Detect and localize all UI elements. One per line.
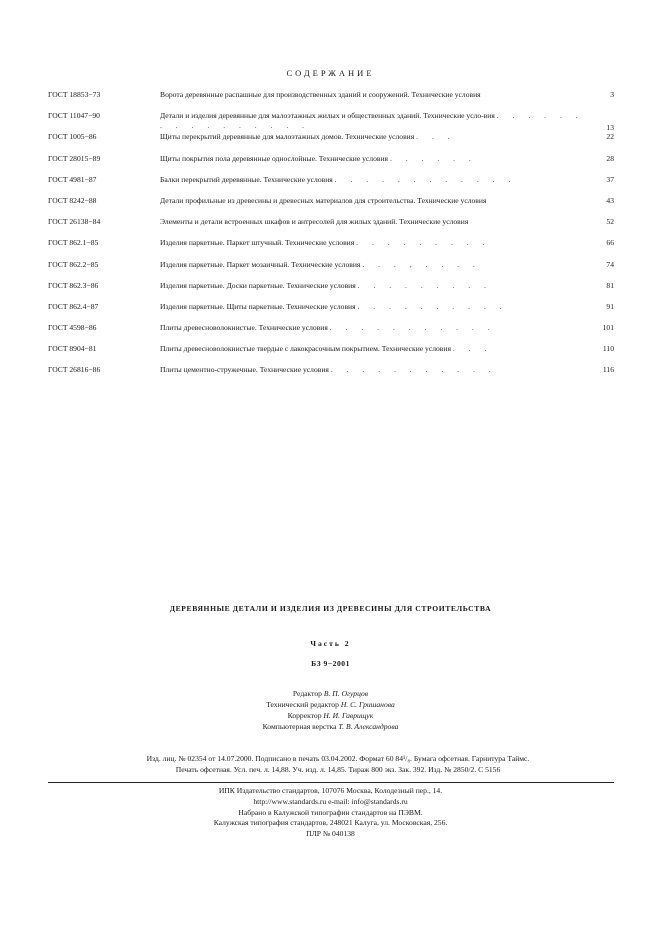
toc-entry — [48, 196, 614, 217]
page-number: 110 — [602, 344, 614, 354]
publisher-line: http://www.standards.ru e-mail: info@standards.ru — [253, 796, 408, 806]
page-number: 37 — [606, 174, 614, 184]
toc-entry — [48, 365, 614, 386]
toc-title: СОДЕРЖАНИЕ — [286, 68, 375, 78]
credit-line — [0, 721, 661, 732]
toc-entry — [48, 154, 614, 175]
page-number: 13 — [606, 123, 614, 133]
table-of-contents — [48, 90, 614, 387]
entry-title: Щиты перекрытий деревянные для малоэтажных домов. Технические условия . . . — [160, 132, 456, 142]
entry-title: Ворота деревянные распашные для производственных зданий и сооружений. Технические условия — [160, 90, 481, 99]
gost-number: ГОСТ 4981−87 — [48, 174, 97, 184]
page-number: 81 — [606, 280, 614, 290]
gost-number: ГОСТ 28015−89 — [48, 153, 101, 163]
page-number: 91 — [606, 301, 614, 311]
toc-entry — [48, 260, 614, 281]
toc-entry — [48, 344, 614, 365]
toc-entry — [48, 281, 614, 302]
gost-number: ГОСТ 26138−84 — [48, 217, 101, 227]
gost-number: ГОСТ 8242−88 — [48, 195, 97, 205]
bz-label: БЗ 9−2001 — [311, 659, 350, 668]
credit-line — [0, 688, 661, 699]
page-number: 28 — [606, 153, 614, 163]
credit-role: Корректор — [287, 711, 322, 720]
credit-line — [0, 710, 661, 721]
page-number: 52 — [606, 217, 614, 227]
gost-number: ГОСТ 1005−86 — [48, 132, 97, 142]
gost-number: ГОСТ 26816−86 — [48, 365, 101, 375]
part-label: Часть 2 — [310, 639, 351, 648]
page-number: 116 — [602, 365, 614, 375]
credit-role: Компьютерная верстка — [262, 722, 337, 731]
imprint-block — [60, 753, 616, 775]
entry-title: Детали профильные из древесины и древесных материалов для строительства. Технические условия — [160, 195, 487, 205]
gost-number: ГОСТ 862.1−85 — [48, 238, 99, 248]
entry-title: Плиты древесноволокнистые. Технические условия . . . . . . . . . . . — [160, 323, 496, 333]
gost-number: ГОСТ 4598−86 — [48, 323, 97, 333]
entry-title: Изделия паркетные. Щиты паркетные. Технические условия . . . . . . . . . . — [160, 301, 508, 311]
toc-entry — [48, 238, 614, 259]
publisher-line: ПЛР № 040138 — [306, 829, 355, 839]
entry-title: Изделия паркетные. Паркет мозаичный. Технические условия . . . , . . . . — [160, 259, 481, 269]
toc-entry — [48, 323, 614, 344]
toc-entry — [48, 90, 614, 111]
gost-number: ГОСТ 18853−73 — [48, 90, 101, 99]
gost-number: ГОСТ 862.4−87 — [48, 301, 99, 311]
page-number: 3 — [610, 90, 614, 99]
toc-entry — [48, 175, 614, 196]
credit-name: Н. С. Гришанова — [340, 700, 395, 709]
entry-title: Изделия паркетные. Доски паркетные. Технические условия . . . . . . . . . — [160, 280, 492, 290]
entry-title: Элементы и детали встроенных шкафов и антресолей для жилых зданий. Технические условия — [160, 217, 469, 227]
page-number: 74 — [606, 259, 614, 269]
collection-title: ДЕРЕВЯННЫЕ ДЕТАЛИ И ИЗДЕЛИЯ ИЗ ДРЕВЕСИНЫ ДЛЯ СТРОИТЕЛЬСТВА — [169, 604, 492, 613]
credit-role: Редактор — [292, 689, 322, 698]
entry-title: Детали и изделия деревянные для малоэтажных жилых и общественных зданий. Технические усло-вия . . . . . . . . . . . . . . . . — [160, 111, 584, 131]
toc-entry — [48, 111, 614, 132]
entry-title: Балки перекрытий деревянные. Технические условия . . . . . . . . . . . . — [160, 174, 517, 184]
credit-name: В. П. Огурцов — [323, 689, 369, 698]
page-number: 22 — [606, 132, 614, 142]
publisher-line: Набрано в Калужской типографии стандартов на ПЭВМ. — [238, 807, 423, 817]
entry-title: Плиты цементно-стружечные. Технические условия . . . . . . . . . . . — [160, 365, 497, 375]
toc-entry — [48, 302, 614, 323]
gost-number: ГОСТ 11047−90 — [48, 111, 100, 121]
imprint-line: Изд. лиц. № 02354 от 14.07.2000. Подписано в печать 03.04.2002. Формат 60 84¹/₈. Бумага офсетная. Гарнитура Таймс. — [146, 754, 530, 763]
divider — [48, 782, 614, 783]
gost-number: ГОСТ 862.2−85 — [48, 259, 99, 269]
entry-title: Плиты древесноволокнистые твердые с лакокрасочным покрытием. Технические условия . . . — [160, 344, 493, 354]
page-number: 66 — [606, 238, 614, 248]
toc-entry — [48, 132, 614, 153]
entry-title: Изделия паркетные. Паркет штучный. Технические условия . . . . . . . . . — [160, 238, 491, 248]
publisher-block — [0, 786, 661, 840]
gost-number: ГОСТ 862.3−86 — [48, 280, 99, 290]
publisher-line: ИПК Издательство стандартов, 107076 Москва, Колодезный пер., 14. — [218, 786, 443, 795]
credit-name: Т. В. Александрова — [338, 722, 399, 731]
publisher-line: Калужская типография стандартов, 248021 Калуга, ул. Московская, 256. — [213, 818, 448, 828]
credits-block — [0, 688, 661, 732]
page-number: 101 — [602, 323, 614, 333]
toc-entry — [48, 217, 614, 238]
credit-line — [0, 699, 661, 710]
page-number: 43 — [606, 195, 614, 205]
credit-role: Технический редактор — [266, 700, 339, 709]
credit-name: Н. И. Гаврищук — [323, 711, 374, 720]
gost-number: ГОСТ 8904−81 — [48, 344, 97, 354]
imprint-line: Печать офсетная. Усл. печ. л. 14,88. Уч. изд. л. 14,85. Тираж 800 экз. Зак. 392. Изд. № 2850/2. С 5156 — [175, 765, 501, 774]
entry-title: Щиты покрытия пола деревянные однослойные. Технические условия . . . . . . — [160, 153, 477, 163]
